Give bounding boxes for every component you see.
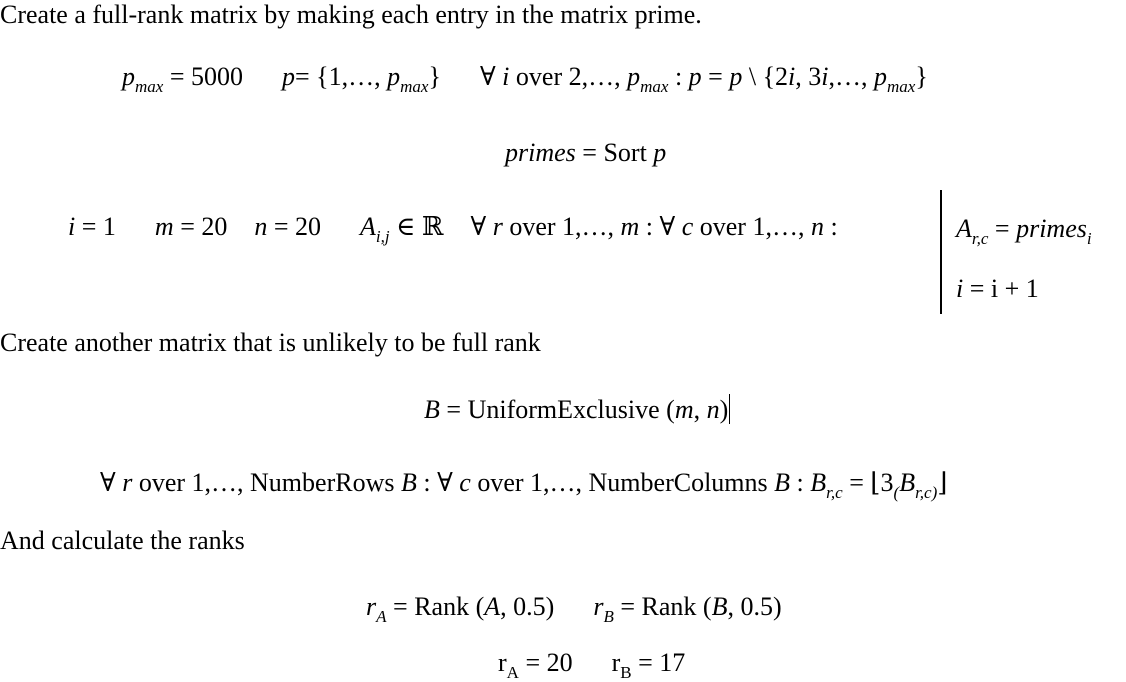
fill-loop-equation: i = 1 m = 20 n = 20 $A_{i,j}$ ∈ ℝ ∀ r over 1,…, m : ∀ c over 1,…, n :	[68, 212, 838, 246]
sort-equation: primes = Sort p	[505, 138, 667, 167]
assign-entry: $A_{r,c}$ = primes$_i$	[956, 214, 1092, 248]
ranks-intro-text: And calculate the ranks	[0, 526, 245, 555]
increment-i: i = i + 1	[956, 274, 1039, 303]
another-text: Create another matrix that is unlikely to be full rank	[0, 328, 541, 357]
sieve-equation: $p_{max} = 5000$ p= {1,…, $p_{max}$} ∀ i over 2,…, $p_{max}$ : p = p \ {2i, 3i,…, $p_{max}$}	[122, 62, 928, 96]
rank-equations: $r_A$ = Rank (A, 0.5) $r_B$ = Rank (B, 0.5)	[366, 592, 782, 626]
uniform-equation: B = UniformExclusive (m, n)	[424, 395, 729, 424]
intro-text: Create a full-rank matrix by making each entry in the matrix prime.	[0, 0, 702, 29]
floor-loop-equation: ∀ r over 1,…, NumberRows B : ∀ c over 1,…, NumberColumns B : $B_{r,c}$ = $⌊3_(B_{r,c)}⌋$	[100, 468, 948, 502]
block-bar	[940, 190, 942, 314]
rank-results: $r_A = 20$ $r_B = 17$	[498, 648, 686, 682]
text-cursor[interactable]	[729, 394, 730, 424]
